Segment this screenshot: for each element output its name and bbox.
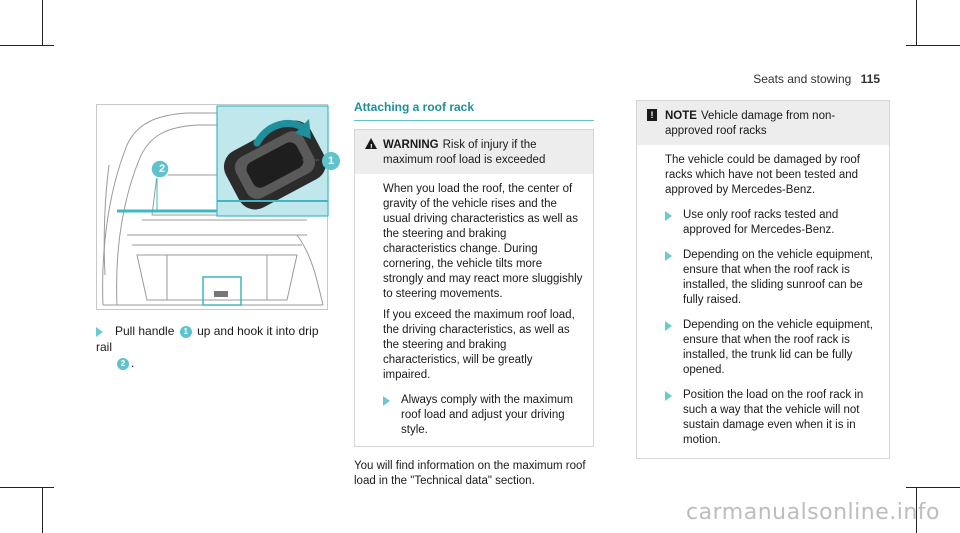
note-headline: Vehicle damage from non-approved roof racks <box>665 110 836 137</box>
note-intro: The vehicle could be damaged by roof racks which have not been tested and approved by Mercedes-Benz. <box>665 154 860 196</box>
roof-rack-section <box>354 100 594 489</box>
warning-paragraph: When you load the roof, the center of gravity of the vehicle rises and the usual driving characteristics as well as the steering and braking characteristics change. During cornering, the vehicle tilts more strongly and may react more sluggishly to steering movements. <box>383 183 583 300</box>
crop-mark <box>906 487 960 488</box>
warning-headline: Risk of injury if the maximum roof load is exceeded <box>383 139 546 166</box>
page-number: 115 <box>860 72 880 86</box>
instruction-step: Pull handle 1 up and hook it into drip rail 2 . <box>96 324 319 370</box>
note-bullet: Depending on the vehicle equipment, ensure that when the roof rack is installed, the sliding sunroof can be fully raised. <box>665 248 879 308</box>
note-label: NOTE <box>665 110 697 122</box>
crop-mark <box>0 487 54 488</box>
callout-1: 1 <box>322 152 340 170</box>
exclamation-icon: ! <box>647 109 657 121</box>
callout-2: 2 <box>158 163 166 175</box>
warning-paragraph: If you exceed the maximum roof load, the driving characteristics, as well as the steering and braking characteristics, will be greatly impaired. <box>383 309 575 381</box>
bullet-arrow-icon <box>665 251 672 261</box>
callout-1-ref: 1 <box>180 326 192 338</box>
crop-mark <box>916 0 917 46</box>
page-header <box>753 72 880 86</box>
crop-mark <box>42 0 43 46</box>
warning-bullet: Always comply with the maximum roof load and adjust your driving style. <box>383 393 583 438</box>
bullet-arrow-icon <box>665 211 672 221</box>
bullet-arrow-icon <box>383 396 390 406</box>
section-name: Seats and stowing <box>753 72 852 86</box>
bullet-arrow-icon <box>665 321 672 331</box>
crop-mark <box>42 487 43 533</box>
trunk-illustration <box>96 104 335 310</box>
warning-header <box>355 130 593 174</box>
step-arrow-icon <box>96 327 103 337</box>
section-title: Attaching a roof rack <box>354 100 594 121</box>
note-bullet: Depending on the vehicle equipment, ensure that when the roof rack is installed, the trunk lid can be fully opened. <box>665 318 879 378</box>
trunk-drawing <box>97 105 329 311</box>
note-header <box>637 101 889 145</box>
bullet-arrow-icon <box>665 391 672 401</box>
note-bullet: Use only roof racks tested and approved for Mercedes-Benz. <box>665 208 879 238</box>
warning-triangle-icon: ! <box>365 138 377 149</box>
note-body <box>637 145 889 458</box>
warning-body <box>355 174 593 446</box>
watermark: carmanualsonline.info <box>686 500 940 525</box>
technical-data-reference: You will find information on the maximum roof load in the "Technical data" section. <box>354 460 586 487</box>
warning-label: WARNING <box>383 139 439 151</box>
warning-box <box>354 129 594 447</box>
crop-mark <box>0 45 54 46</box>
crop-mark <box>906 45 960 46</box>
note-box <box>636 100 890 459</box>
callout-2-ref: 2 <box>117 358 129 370</box>
note-bullet: Position the load on the roof rack in such a way that the vehicle will not sustain damage even when it is in motion. <box>665 388 879 448</box>
